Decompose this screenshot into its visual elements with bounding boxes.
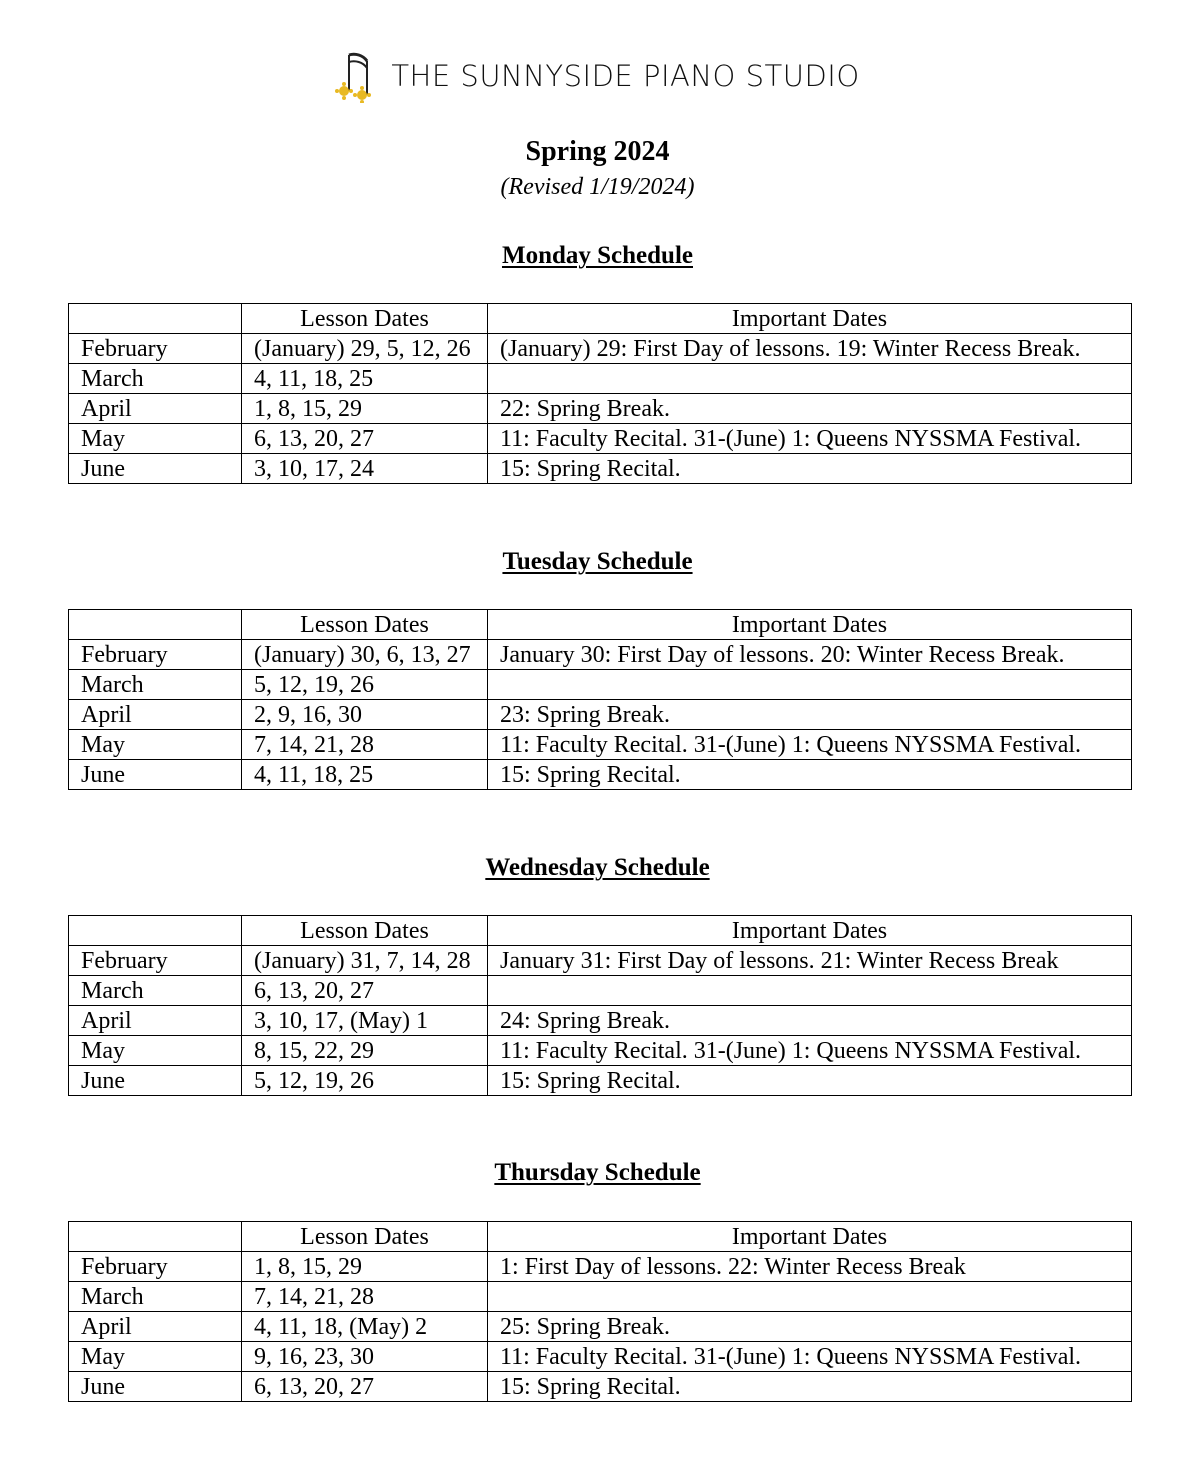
studio-header	[0, 48, 1195, 104]
month-cell: May	[69, 1342, 242, 1372]
schedule-heading: Thursday Schedule	[494, 1159, 701, 1186]
studio-name: THE SUNNYSIDE PIANO STUDIO	[391, 59, 860, 93]
music-note-logo-icon	[335, 49, 375, 103]
month-cell: February	[69, 946, 242, 976]
table-row	[69, 760, 1132, 790]
month-cell: April	[69, 1006, 242, 1036]
month-column-header	[69, 916, 242, 946]
important-dates-cell: 22: Spring Break.	[488, 394, 1132, 424]
table-row	[69, 1006, 1132, 1036]
important-dates-header: Important Dates	[488, 304, 1132, 334]
month-cell: June	[69, 760, 242, 790]
important-dates-cell: 11: Faculty Recital. 31-(June) 1: Queens NYSSMA Festival.	[488, 730, 1132, 760]
schedule-table	[68, 609, 1132, 790]
lesson-dates-cell: 7, 14, 21, 28	[242, 1282, 488, 1312]
important-dates-cell: 23: Spring Break.	[488, 700, 1132, 730]
table-header-row	[69, 610, 1132, 640]
important-dates-cell: 11: Faculty Recital. 31-(June) 1: Queens NYSSMA Festival.	[488, 1342, 1132, 1372]
month-cell: April	[69, 700, 242, 730]
table-row	[69, 700, 1132, 730]
table-row	[69, 946, 1132, 976]
important-dates-cell: 15: Spring Recital.	[488, 1372, 1132, 1402]
month-cell: February	[69, 334, 242, 364]
month-cell: April	[69, 394, 242, 424]
lesson-dates-cell: 4, 11, 18, 25	[242, 364, 488, 394]
table-row	[69, 1252, 1132, 1282]
month-cell: June	[69, 1066, 242, 1096]
lesson-dates-cell: 4, 11, 18, (May) 2	[242, 1312, 488, 1342]
table-header-row	[69, 1222, 1132, 1252]
month-cell: May	[69, 730, 242, 760]
table-row	[69, 1312, 1132, 1342]
lesson-dates-header: Lesson Dates	[242, 610, 488, 640]
month-cell: April	[69, 1312, 242, 1342]
important-dates-cell: 15: Spring Recital.	[488, 760, 1132, 790]
table-row	[69, 640, 1132, 670]
table-row	[69, 1066, 1132, 1096]
important-dates-header: Important Dates	[488, 1222, 1132, 1252]
important-dates-cell: 1: First Day of lessons. 22: Winter Recess Break	[488, 1252, 1132, 1282]
schedule-table	[68, 1221, 1132, 1402]
month-cell: March	[69, 670, 242, 700]
important-dates-cell: 11: Faculty Recital. 31-(June) 1: Queens NYSSMA Festival.	[488, 424, 1132, 454]
month-column-header	[69, 304, 242, 334]
table-header-row	[69, 304, 1132, 334]
important-dates-cell: 11: Faculty Recital. 31-(June) 1: Queens NYSSMA Festival.	[488, 1036, 1132, 1066]
lesson-dates-cell: 3, 10, 17, (May) 1	[242, 1006, 488, 1036]
month-column-header	[69, 610, 242, 640]
revision-note: (Revised 1/19/2024)	[500, 174, 695, 200]
month-cell: February	[69, 640, 242, 670]
lesson-dates-header: Lesson Dates	[242, 916, 488, 946]
lesson-dates-cell: 8, 15, 22, 29	[242, 1036, 488, 1066]
month-cell: March	[69, 976, 242, 1006]
lesson-dates-cell: 1, 8, 15, 29	[242, 1252, 488, 1282]
important-dates-cell: January 30: First Day of lessons. 20: Winter Recess Break.	[488, 640, 1132, 670]
important-dates-cell: 24: Spring Break.	[488, 1006, 1132, 1036]
table-row	[69, 1342, 1132, 1372]
month-cell: June	[69, 1372, 242, 1402]
schedule-table	[68, 303, 1132, 484]
lesson-dates-cell: 3, 10, 17, 24	[242, 454, 488, 484]
lesson-dates-cell: 1, 8, 15, 29	[242, 394, 488, 424]
lesson-dates-header: Lesson Dates	[242, 1222, 488, 1252]
lesson-dates-cell: (January) 31, 7, 14, 28	[242, 946, 488, 976]
table-row	[69, 670, 1132, 700]
lesson-dates-cell: 5, 12, 19, 26	[242, 1066, 488, 1096]
month-cell: June	[69, 454, 242, 484]
lesson-dates-cell: 6, 13, 20, 27	[242, 1372, 488, 1402]
page-title: Spring 2024	[525, 136, 670, 167]
lesson-dates-cell: 7, 14, 21, 28	[242, 730, 488, 760]
lesson-dates-cell: 9, 16, 23, 30	[242, 1342, 488, 1372]
lesson-dates-cell: 5, 12, 19, 26	[242, 670, 488, 700]
important-dates-cell	[488, 364, 1132, 394]
schedule-heading: Wednesday Schedule	[485, 854, 710, 881]
month-cell: May	[69, 424, 242, 454]
important-dates-cell: 15: Spring Recital.	[488, 1066, 1132, 1096]
table-header-row	[69, 916, 1132, 946]
table-row	[69, 1372, 1132, 1402]
table-row	[69, 730, 1132, 760]
schedule-heading: Monday Schedule	[501, 242, 693, 269]
table-row	[69, 334, 1132, 364]
lesson-dates-cell: 4, 11, 18, 25	[242, 760, 488, 790]
month-column-header	[69, 1222, 242, 1252]
important-dates-cell	[488, 670, 1132, 700]
table-row	[69, 1282, 1132, 1312]
important-dates-cell	[488, 1282, 1132, 1312]
schedule-heading: Tuesday Schedule	[502, 548, 693, 575]
important-dates-cell: (January) 29: First Day of lessons. 19: Winter Recess Break.	[488, 334, 1132, 364]
important-dates-cell: January 31: First Day of lessons. 21: Winter Recess Break	[488, 946, 1132, 976]
lesson-dates-header: Lesson Dates	[242, 304, 488, 334]
month-cell: March	[69, 1282, 242, 1312]
important-dates-cell	[488, 976, 1132, 1006]
important-dates-cell: 15: Spring Recital.	[488, 454, 1132, 484]
table-row	[69, 976, 1132, 1006]
table-row	[69, 424, 1132, 454]
table-row	[69, 394, 1132, 424]
lesson-dates-cell: 2, 9, 16, 30	[242, 700, 488, 730]
month-cell: May	[69, 1036, 242, 1066]
important-dates-header: Important Dates	[488, 916, 1132, 946]
month-cell: February	[69, 1252, 242, 1282]
lesson-dates-cell: (January) 30, 6, 13, 27	[242, 640, 488, 670]
table-row	[69, 364, 1132, 394]
important-dates-header: Important Dates	[488, 610, 1132, 640]
table-row	[69, 454, 1132, 484]
lesson-dates-cell: 6, 13, 20, 27	[242, 976, 488, 1006]
month-cell: March	[69, 364, 242, 394]
schedule-table	[68, 915, 1132, 1096]
lesson-dates-cell: (January) 29, 5, 12, 26	[242, 334, 488, 364]
table-row	[69, 1036, 1132, 1066]
lesson-dates-cell: 6, 13, 20, 27	[242, 424, 488, 454]
important-dates-cell: 25: Spring Break.	[488, 1312, 1132, 1342]
